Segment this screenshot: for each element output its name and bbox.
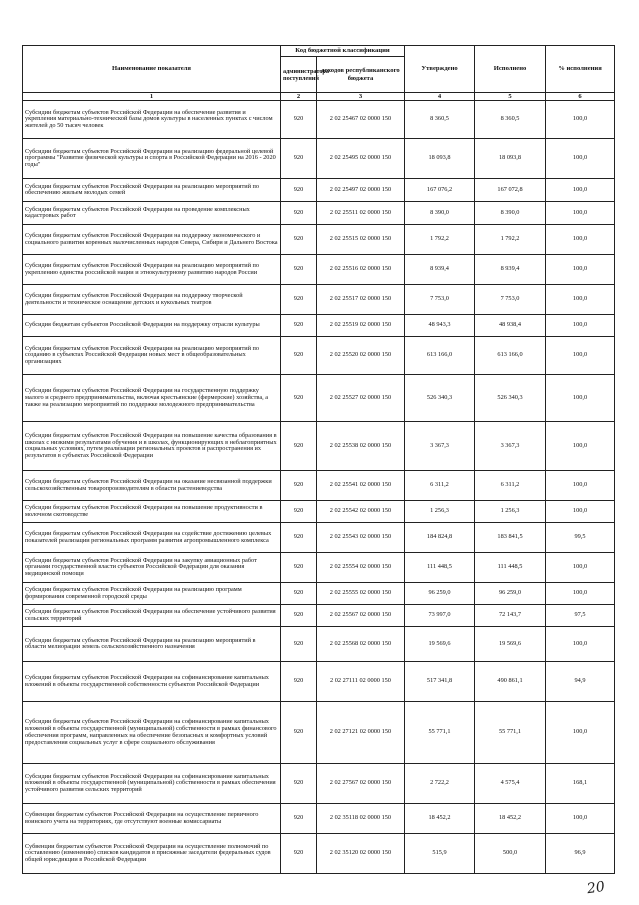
- table-row: [23, 285, 615, 315]
- row-admin: 920: [281, 804, 317, 834]
- row-admin: 920: [281, 139, 317, 179]
- row-code: 2 02 25519 02 0000 150: [317, 315, 405, 337]
- row-admin: 920: [281, 627, 317, 662]
- row-admin: 920: [281, 225, 317, 255]
- row-percent: 100,0: [546, 702, 615, 764]
- row-code: 2 02 25516 02 0000 150: [317, 255, 405, 285]
- header-budget-code: Код бюджетной классификации: [281, 46, 405, 57]
- row-name: Субсидии бюджетам субъектов Российской Федерации на государственную поддержку малого и среднего предпринимательства, включая крестьянские (фермерские) хозяйства, а также на реализацию мероприятий по поддержке молодежного предпринимательства: [23, 375, 281, 422]
- table-row: [23, 501, 615, 523]
- row-approved: 526 340,3: [405, 375, 475, 422]
- row-approved: 3 367,3: [405, 422, 475, 471]
- row-name: Субсидии бюджетам субъектов Российской Федерации на реализацию мероприятий по укреплению единства российской нации и этнокультурному развитию народов России: [23, 255, 281, 285]
- column-number: 3: [317, 93, 405, 101]
- row-code: 2 02 25511 02 0000 150: [317, 202, 405, 225]
- row-admin: 920: [281, 605, 317, 627]
- row-code: 2 02 25554 02 0000 150: [317, 553, 405, 583]
- table-row: [23, 605, 615, 627]
- row-approved: 18 093,8: [405, 139, 475, 179]
- row-approved: 184 824,8: [405, 523, 475, 553]
- row-name: Субсидии бюджетам субъектов Российской Федерации на софинансирование капитальных вложений в объекты государственной собственности субъектов Российской Федерации: [23, 662, 281, 702]
- row-percent: 100,0: [546, 553, 615, 583]
- row-code: 2 02 25538 02 0000 150: [317, 422, 405, 471]
- row-code: 2 02 25541 02 0000 150: [317, 471, 405, 501]
- row-approved: 96 259,0: [405, 583, 475, 605]
- table-row: [23, 375, 615, 422]
- row-admin: 920: [281, 553, 317, 583]
- row-percent: 168,1: [546, 764, 615, 804]
- table-row: [23, 422, 615, 471]
- column-number: 1: [23, 93, 281, 101]
- row-approved: 73 997,0: [405, 605, 475, 627]
- row-approved: 48 943,3: [405, 315, 475, 337]
- row-name: Субсидии бюджетам субъектов Российской Федерации на реализацию мероприятий по обеспечению жильем молодых семей: [23, 179, 281, 202]
- row-name: Субсидии бюджетам субъектов Российской Федерации на обеспечение развития и укрепления материально-технической базы домов культуры в населенных пунктах с числом жителей до 50 тысяч человек: [23, 101, 281, 139]
- header-revenue: доходов республиканского бюджета: [317, 57, 405, 93]
- row-name: Субсидии бюджетам субъектов Российской Федерации на реализацию мероприятий по созданию в субъектах Российской Федерации новых мест в общеобразовательных организациях: [23, 337, 281, 375]
- header-name: Наименование показателя: [23, 46, 281, 93]
- row-executed: 167 072,8: [475, 179, 546, 202]
- row-admin: 920: [281, 702, 317, 764]
- table-row: [23, 834, 615, 874]
- table-row: [23, 337, 615, 375]
- row-approved: 19 569,6: [405, 627, 475, 662]
- row-executed: 183 841,5: [475, 523, 546, 553]
- row-percent: 99,5: [546, 523, 615, 553]
- row-code: 2 02 25568 02 0000 150: [317, 627, 405, 662]
- row-executed: 8 390,0: [475, 202, 546, 225]
- row-executed: 1 256,3: [475, 501, 546, 523]
- row-admin: 920: [281, 101, 317, 139]
- row-code: 2 02 25495 02 0000 150: [317, 139, 405, 179]
- row-executed: 72 143,7: [475, 605, 546, 627]
- row-approved: 8 939,4: [405, 255, 475, 285]
- row-approved: 18 452,2: [405, 804, 475, 834]
- table-row: [23, 139, 615, 179]
- row-approved: 613 166,0: [405, 337, 475, 375]
- row-code: 2 02 25555 02 0000 150: [317, 583, 405, 605]
- row-admin: 920: [281, 501, 317, 523]
- row-name: Субсидии бюджетам субъектов Российской Федерации на софинансирование капитальных вложений в объекты государственной (муниципальной) собственности в рамках финансового обеспечения программ, направленных на обеспечение безопасных и комфортных условий предоставления социальных услуг в сфере социального обслуживания: [23, 702, 281, 764]
- row-code: 2 02 25520 02 0000 150: [317, 337, 405, 375]
- row-percent: 100,0: [546, 583, 615, 605]
- row-executed: 613 166,0: [475, 337, 546, 375]
- row-code: 2 02 25542 02 0000 150: [317, 501, 405, 523]
- row-approved: 1 256,3: [405, 501, 475, 523]
- row-name: Субсидии бюджетам субъектов Российской Федерации на повышение продуктивности в молочном скотоводстве: [23, 501, 281, 523]
- row-approved: 55 771,1: [405, 702, 475, 764]
- row-approved: 2 722,2: [405, 764, 475, 804]
- row-approved: 517 341,8: [405, 662, 475, 702]
- table-row: [23, 662, 615, 702]
- row-name: Субвенции бюджетам субъектов Российской Федерации на осуществление первичного воинского учета на территориях, где отсутствуют военные комиссариаты: [23, 804, 281, 834]
- row-name: Субсидии бюджетам субъектов Российской Федерации на содействие достижению целевых показателей реализации региональных программ развития агропромышленного комплекса: [23, 523, 281, 553]
- row-name: Субсидии бюджетам субъектов Российской Федерации на реализацию программ формирования современной городской среды: [23, 583, 281, 605]
- row-admin: 920: [281, 583, 317, 605]
- row-executed: 18 093,8: [475, 139, 546, 179]
- row-name: Субсидия бюджетам субъектов Российской Федерации на поддержку отрасли культуры: [23, 315, 281, 337]
- row-approved: 8 360,5: [405, 101, 475, 139]
- row-admin: 920: [281, 285, 317, 315]
- row-percent: 100,0: [546, 422, 615, 471]
- row-code: 2 02 25543 02 0000 150: [317, 523, 405, 553]
- row-executed: 55 771,1: [475, 702, 546, 764]
- row-code: 2 02 27121 02 0000 150: [317, 702, 405, 764]
- row-approved: 8 390,0: [405, 202, 475, 225]
- table-row: [23, 225, 615, 255]
- row-executed: 8 360,5: [475, 101, 546, 139]
- row-admin: 920: [281, 422, 317, 471]
- row-admin: 920: [281, 337, 317, 375]
- column-number: 2: [281, 93, 317, 101]
- row-approved: 1 792,2: [405, 225, 475, 255]
- row-code: 2 02 25515 02 0000 150: [317, 225, 405, 255]
- row-approved: 515,9: [405, 834, 475, 874]
- row-percent: 100,0: [546, 337, 615, 375]
- row-executed: 48 938,4: [475, 315, 546, 337]
- row-approved: 167 076,2: [405, 179, 475, 202]
- row-executed: 3 367,3: [475, 422, 546, 471]
- row-executed: 1 792,2: [475, 225, 546, 255]
- row-name: Субсидии бюджетам субъектов Российской Федерации на проведение комплексных кадастровых работ: [23, 202, 281, 225]
- row-percent: 100,0: [546, 139, 615, 179]
- table-row: [23, 315, 615, 337]
- row-percent: 100,0: [546, 225, 615, 255]
- header-executed: Исполнено: [475, 46, 546, 93]
- row-name: Субсидии бюджетам субъектов Российской Федерации на закупку авиационных работ органами государственной власти субъектов Российской Федерации для оказания медицинской помощи: [23, 553, 281, 583]
- table-row: [23, 471, 615, 501]
- table-row: [23, 255, 615, 285]
- row-code: 2 02 25497 02 0000 150: [317, 179, 405, 202]
- row-percent: 100,0: [546, 501, 615, 523]
- row-executed: 18 452,2: [475, 804, 546, 834]
- row-name: Субсидии бюджетам субъектов Российской Федерации на поддержку творческой деятельности и техническое оснащение детских и кукольных театров: [23, 285, 281, 315]
- table-row: [23, 627, 615, 662]
- header-percent: % исполнения: [546, 46, 615, 93]
- row-code: 2 02 25527 02 0000 150: [317, 375, 405, 422]
- row-executed: 96 259,0: [475, 583, 546, 605]
- row-percent: 96,9: [546, 834, 615, 874]
- row-name: Субсидии бюджетам субъектов Российской Федерации на реализацию мероприятий в области мелиорации земель сельскохозяйственного назначения: [23, 627, 281, 662]
- table-row: [23, 583, 615, 605]
- row-percent: 94,9: [546, 662, 615, 702]
- row-admin: 920: [281, 764, 317, 804]
- row-admin: 920: [281, 662, 317, 702]
- table-row: [23, 553, 615, 583]
- header-approved: Утверждено: [405, 46, 475, 93]
- row-code: 2 02 25517 02 0000 150: [317, 285, 405, 315]
- column-number: 5: [475, 93, 546, 101]
- table-row: [23, 179, 615, 202]
- row-executed: 526 340,3: [475, 375, 546, 422]
- row-percent: 100,0: [546, 375, 615, 422]
- row-executed: 4 575,4: [475, 764, 546, 804]
- row-admin: 920: [281, 523, 317, 553]
- row-code: 2 02 35118 02 0000 150: [317, 804, 405, 834]
- column-number: 6: [546, 93, 615, 101]
- table-row: [23, 523, 615, 553]
- row-executed: 490 861,1: [475, 662, 546, 702]
- table-row: [23, 702, 615, 764]
- row-code: 2 02 27567 02 0000 150: [317, 764, 405, 804]
- row-admin: 920: [281, 471, 317, 501]
- table-row: [23, 764, 615, 804]
- row-admin: 920: [281, 179, 317, 202]
- row-percent: 100,0: [546, 179, 615, 202]
- row-admin: 920: [281, 375, 317, 422]
- row-percent: 100,0: [546, 202, 615, 225]
- row-code: 2 02 27111 02 0000 150: [317, 662, 405, 702]
- revenue-table: [22, 45, 615, 874]
- table-row: [23, 804, 615, 834]
- table-row: [23, 202, 615, 225]
- row-name: Субсидии бюджетам субъектов Российской Федерации на обеспечение устойчивого развития сельских территорий: [23, 605, 281, 627]
- row-percent: 97,5: [546, 605, 615, 627]
- row-code: 2 02 25467 02 0000 150: [317, 101, 405, 139]
- page-number: 20: [585, 878, 606, 898]
- row-code: 2 02 35120 02 0000 150: [317, 834, 405, 874]
- row-name: Субсидии бюджетам субъектов Российской Федерации на повышение качества образования в школах с низкими результатами обучения и в школах, функционирующих в неблагоприятных социальных условиях, путем реализации региональных проектов и распространения их результатов в субъектах Российской Федерации: [23, 422, 281, 471]
- row-code: 2 02 25567 02 0000 150: [317, 605, 405, 627]
- row-executed: 111 448,5: [475, 553, 546, 583]
- row-name: Субсидии бюджетам субъектов Российской Федерации на оказание несвязанной поддержки сельскохозяйственным товаропроизводителям в области растениеводства: [23, 471, 281, 501]
- row-name: Субсидии бюджетам субъектов Российской Федерации на софинансирование капитальных вложений в объекты государственной (муниципальной) собственности в рамках обеспечения устойчивого развития сельских территорий: [23, 764, 281, 804]
- row-executed: 500,0: [475, 834, 546, 874]
- table-row: [23, 101, 615, 139]
- row-percent: 100,0: [546, 285, 615, 315]
- row-admin: 920: [281, 834, 317, 874]
- row-percent: 100,0: [546, 101, 615, 139]
- row-admin: 920: [281, 315, 317, 337]
- row-executed: 6 311,2: [475, 471, 546, 501]
- row-executed: 8 939,4: [475, 255, 546, 285]
- row-name: Субсидии бюджетам субъектов Российской Федерации на реализацию федеральной целевой программы "Развитие физической культуры и спорта в Российской Федерации на 2016 - 2020 годы": [23, 139, 281, 179]
- row-executed: 19 569,6: [475, 627, 546, 662]
- header-admin: администратора поступлений: [281, 57, 317, 93]
- row-admin: 920: [281, 202, 317, 225]
- row-percent: 100,0: [546, 315, 615, 337]
- row-executed: 7 753,0: [475, 285, 546, 315]
- row-percent: 100,0: [546, 255, 615, 285]
- row-approved: 6 311,2: [405, 471, 475, 501]
- row-percent: 100,0: [546, 627, 615, 662]
- row-admin: 920: [281, 255, 317, 285]
- row-approved: 111 448,5: [405, 553, 475, 583]
- row-name: Субвенции бюджетам субъектов Российской Федерации на осуществление полномочий по составлению (изменению) списков кандидатов в присяжные заседатели федеральных судов общей юрисдикции в Российской Федерации: [23, 834, 281, 874]
- row-percent: 100,0: [546, 804, 615, 834]
- row-name: Субсидии бюджетам субъектов Российской Федерации на поддержку экономического и социального развития коренных малочисленных народов Севера, Сибири и Дальнего Востока: [23, 225, 281, 255]
- row-approved: 7 753,0: [405, 285, 475, 315]
- column-number: 4: [405, 93, 475, 101]
- row-percent: 100,0: [546, 471, 615, 501]
